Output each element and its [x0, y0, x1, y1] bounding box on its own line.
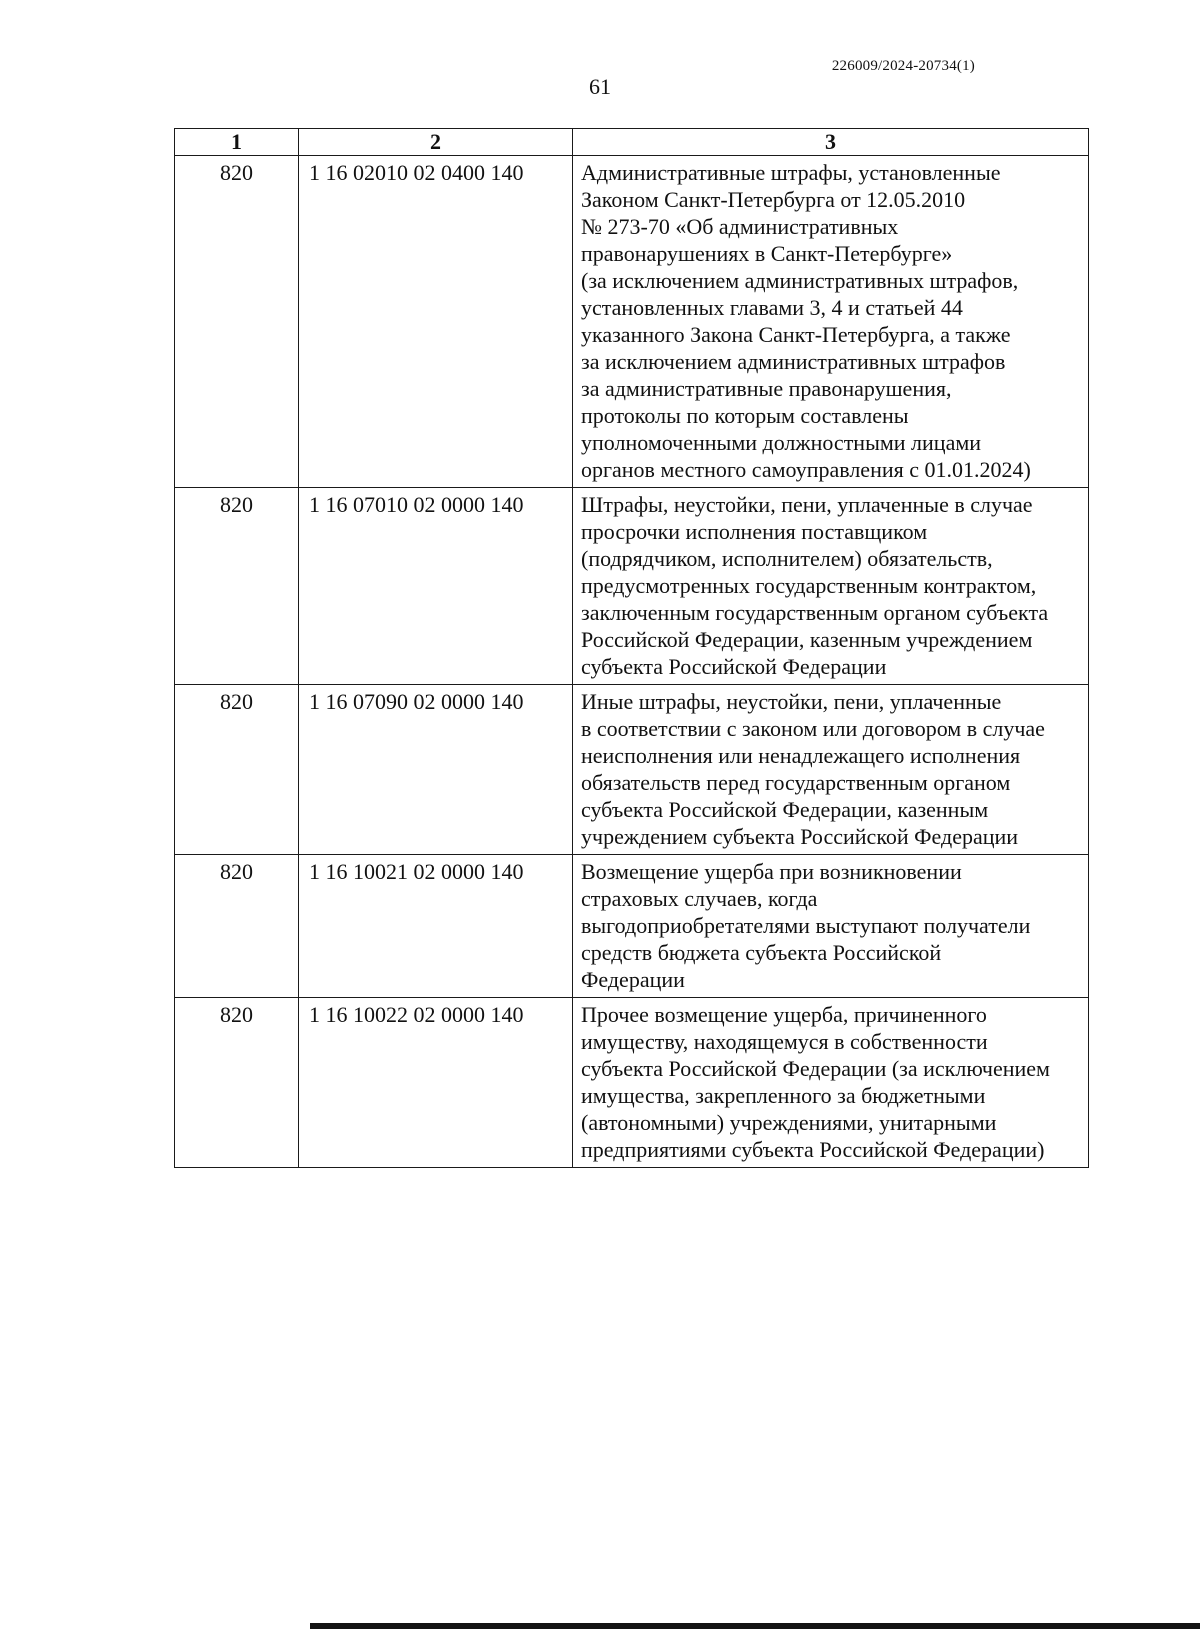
table-row [175, 156, 1089, 488]
scan-edge-line [310, 1623, 1200, 1629]
admin-code-cell: 820 [175, 685, 299, 855]
budget-codes-table [174, 128, 1089, 1168]
column-header-2: 2 [299, 129, 573, 156]
budget-code-cell: 1 16 10022 02 0000 140 [299, 998, 573, 1168]
table-row [175, 855, 1089, 998]
document-id: 226009/2024-20734(1) [831, 58, 975, 74]
description-cell: Иные штрафы, неустойки, пени, уплаченные в соответствии с законом или договором в случае неисполнения или ненадлежащего исполнения обязательств перед государственным органом субъекта Российской Федерации, казенным учреждением субъекта Российской Федерации [573, 685, 1089, 855]
admin-code-cell: 820 [175, 488, 299, 685]
description-cell: Штрафы, неустойки, пени, уплаченные в случае просрочки исполнения поставщиком (подрядчиком, исполнителем) обязательств, предусмотренных государственным контрактом, заключенным государственным органом субъекта Российской Федерации, казенным учреждением субъекта Российской Федерации [573, 488, 1089, 685]
column-header-3: 3 [573, 129, 1089, 156]
admin-code-cell: 820 [175, 998, 299, 1168]
admin-code-cell: 820 [175, 855, 299, 998]
page-number: 61 [589, 74, 611, 99]
budget-code-cell: 1 16 07010 02 0000 140 [299, 488, 573, 685]
budget-code-cell: 1 16 07090 02 0000 140 [299, 685, 573, 855]
table-row [175, 685, 1089, 855]
admin-code-cell: 820 [175, 156, 299, 488]
budget-code-cell: 1 16 02010 02 0400 140 [299, 156, 573, 488]
column-header-1: 1 [175, 129, 299, 156]
description-cell: Административные штрафы, установленные Законом Санкт-Петербурга от 12.05.2010 № 273-70 «Об административных правонарушениях в Санкт-Петербурге» (за исключением административных штрафов, установленных главами 3, 4 и статьей 44 указанного Закона Санкт-Петербурга, а также за исключением административных штрафов за административные правонарушения, протоколы по которым составлены уполномоченными должностными лицами органов местного самоуправления с 01.01.2024) [573, 156, 1089, 488]
budget-code-cell: 1 16 10021 02 0000 140 [299, 855, 573, 998]
description-cell: Прочее возмещение ущерба, причиненного имуществу, находящемуся в собственности субъекта Российской Федерации (за исключением имущества, закрепленного за бюджетными (автономными) учреждениями, унитарными предприятиями субъекта Российской Федерации) [573, 998, 1089, 1168]
table-row [175, 998, 1089, 1168]
table-row [175, 488, 1089, 685]
description-cell: Возмещение ущерба при возникновении страховых случаев, когда выгодоприобретателями выступают получатели средств бюджета субъекта Российской Федерации [573, 855, 1089, 998]
table-header-row [175, 129, 1089, 156]
